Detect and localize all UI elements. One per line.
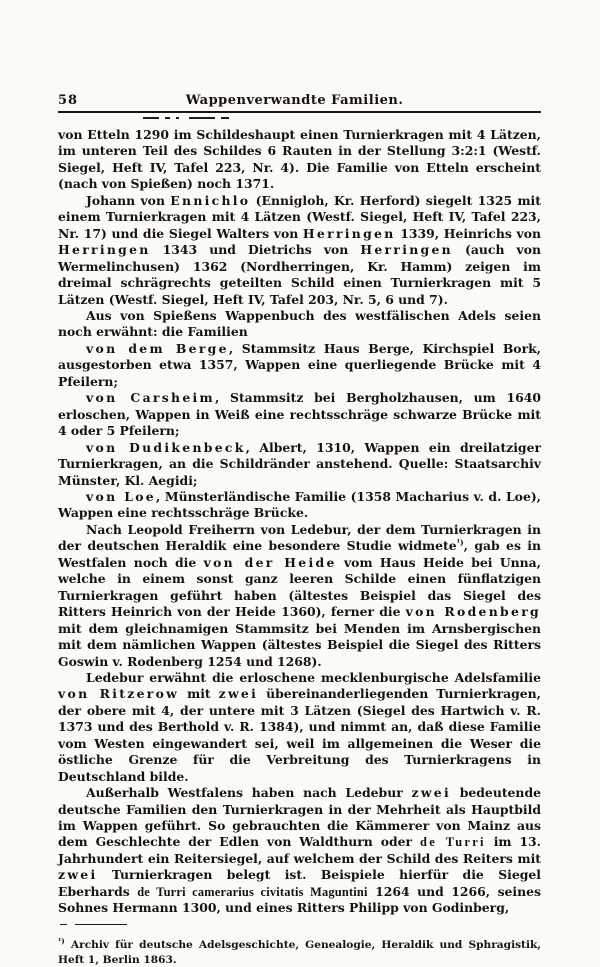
paragraph [58,193,541,308]
family-name-emphasis: von Loe [86,488,156,504]
footnote-text: Archiv für deutsche Adelsgeschichte, Genealogie, Heraldik und Sphragistik, Heft 1, Berlin 1863. [58,939,541,966]
text-segment: , Stammsitz bei Bergholzhausen, um 1640 erloschen, Wappen in Weiß eine rechtsschräge schwarze Brücke mit 4 oder 5 Pfeilern; [58,390,541,439]
family-name-emphasis: von dem Berge [86,340,229,356]
family-name-emphasis: von Rodenberg [405,604,541,620]
family-name-emphasis: von der Heide [203,554,337,570]
text-segment: bedeutende deutsche Familien den Turnierkragen in der Mehrheit als Hauptbild im Wappen geführt. So gebrauchten die Kämmerer von Mainz aus dem Geschlechte der Edlen von Waldthurn oder [58,785,541,850]
family-name-emphasis: Herringen [302,225,396,241]
paragraph [58,341,541,390]
text-segment: Ledebur erwähnt die erloschene mecklenburgische Adelsfamilie [86,669,541,685]
paragraph [58,670,541,785]
text-segment: 1343 und Dietrichs von [150,242,361,258]
paragraph [58,127,541,193]
text-segment: , Münsterländische Familie (1358 Macharius v. d. Loe), Wappen eine rechtsschräge Brücke. [58,488,541,521]
text-segment: mit dem gleichnamigen Stammsitz bei Menden im Arnsbergischen mit dem nämlichen Wappen (ältestes Beispiel die Siegel des Ritters Goswin v. Rodenberg 1254 und 1268). [58,620,541,669]
paragraph [58,489,541,522]
family-name-emphasis: zwei [58,867,98,883]
family-name-emphasis: zwei [411,785,451,801]
running-head [58,93,541,113]
footnote [58,935,541,967]
paragraph [58,785,541,917]
family-name-emphasis: de Turri [420,835,486,850]
text-segment: Johann von [86,192,171,208]
latin-phrase: de Turri camerarius civitatis Maguntini [137,884,368,899]
scan-artifact-dashes [143,117,293,119]
text-segment: 1339, Heinrichs von [395,225,541,241]
text-segment: mit [179,686,219,702]
text-segment: , gab es in Westfalen noch die [58,538,542,570]
family-name-emphasis: Herringen [360,242,453,258]
family-name-emphasis: von Dudikenbeck [86,439,246,455]
text-segment: , Stammsitz Haus Berge, Kirchspiel Bork, ausgestorben etwa 1357, Wappen eine querliegende Brücke mit 4 Pfeilern; [58,340,541,389]
body-text [58,127,541,917]
text-segment: Nach Leopold Freiherrn von Ledebur, der dem Turnierkragen in der deutschen Heraldik eine besondere Studie widmete [58,521,541,554]
paragraph [58,390,541,439]
text-segment: von Etteln 1290 im Schildeshaupt einen Turnierkragen mit 4 Lätzen, im unteren Teil des Schildes 6 Rauten in der Stellung 3:2:1 (Westf. Siegel, Heft IV, Tafel 223, Nr. 4). Die Familie von Etteln erscheint (nach von Spießen) noch 1371. [58,127,541,192]
family-name-emphasis: Ennichlo [170,192,251,208]
text-segment: 1264 und 1266, seines Sohnes Hermann 1300, und eines Ritters Philipp von Godinberg, [58,883,541,916]
text-segment: (Ennigloh, Kr. Herford) siegelt 1325 mit einem Turnierkragen mit 4 Lätzen (Westf. Siegel, Heft IV, Tafel 223, Nr. 17) und die Siegel Walters von [58,192,541,241]
text-segment: im 13. Jahrhundert ein Reitersiegel, auf welchem der Schild des Reiters mit [58,834,541,866]
paragraph [58,522,541,670]
text-segment: Turnierkragen belegt ist. Beispiele hierfür die Siegel Eberhards [58,867,541,899]
footnote-reference: ¹) [456,538,464,548]
footnote-line [58,936,541,966]
paragraph [58,440,541,489]
footnote-separator [58,924,541,926]
text-segment: Außerhalb Westfalens haben nach Ledebur [86,785,412,801]
text-segment: vom Haus Heide bei Unna, welche in einem sonst ganz leeren Schilde einen fünflatzigen Turnierkragen geführt haben (ältestes Beispiel das Siegel des Ritters Heinrich von der Heide 1360), ferner die [58,554,541,620]
text-segment: übereinanderliegenden Turnierkragen, der obere mit 4, der untere mit 3 Lätzen (Siegel des Hartwich v. R. 1373 und des Berthold v. R. 1384), und nimmt an, daß diese Familie vom Westen eingewandert sei, weil im allgemeinen die Weser die östliche Grenze für die Verbreitung des Turnierkragens in Deutschland bilde. [58,686,541,784]
text-segment: (auch von Wermelinchusen) 1362 (Nordherringen, Kr. Hamm) zeigen im dreimal schrägrechts geteilten Schild einen Turnierkragen mit 5 Lätzen (Westf. Siegel, Heft IV, Tafel 203, Nr. 5, 6 und 7). [58,242,541,307]
paragraph [58,308,541,341]
text-segment: , Albert, 1310, Wappen ein dreilatziger Turnierkragen, an die Schildränder anstehend. Quelle: Staatsarchiv Münster, Kl. Aegidi; [58,439,541,488]
family-name-emphasis: Herringen [58,242,151,258]
family-name-emphasis: von Carsheim [86,390,215,406]
text-segment: Aus von Spießens Wappenbuch des westfälischen Adels seien noch erwähnt: die Familien [58,307,541,340]
text-column [58,93,541,967]
page-number: 58 [58,93,79,108]
family-name-emphasis: zwei [218,686,259,702]
footnote-marker: ¹) [58,936,65,946]
family-name-emphasis: von Ritzerow [58,686,180,702]
running-title: Wappenverwandte Familien. [185,93,404,108]
